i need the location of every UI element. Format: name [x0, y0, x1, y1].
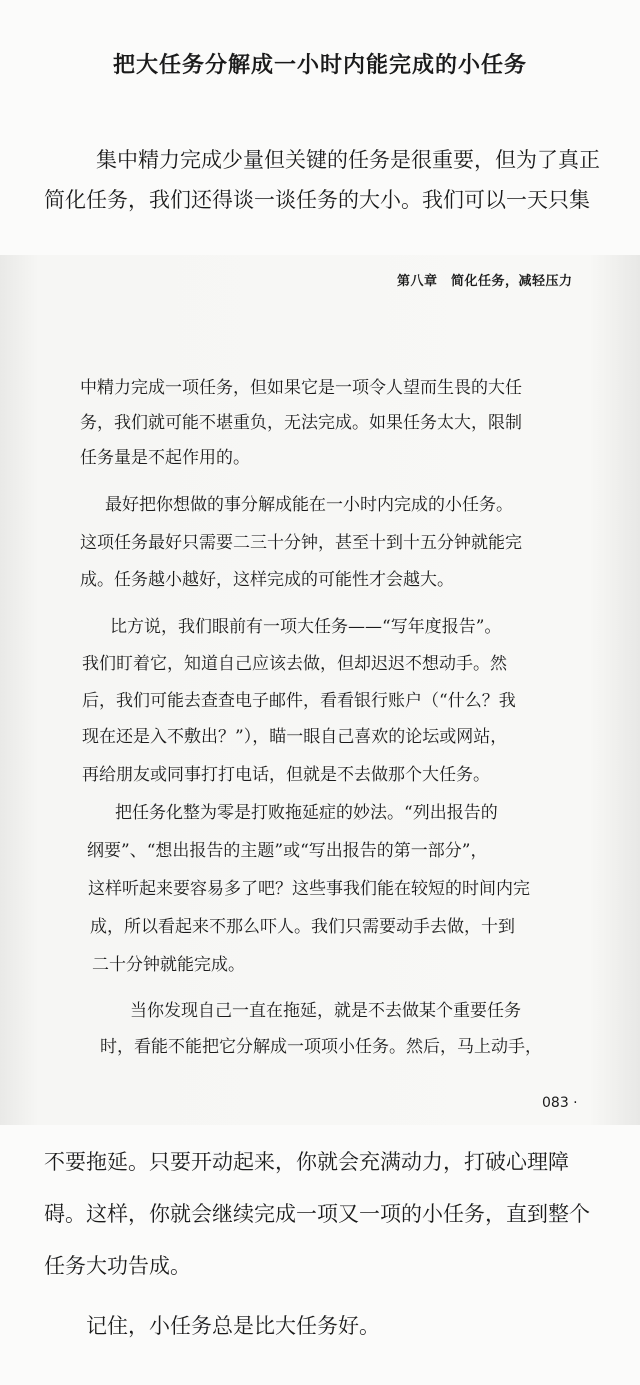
- running-head: 第八章 简化任务，减轻压力: [397, 274, 573, 289]
- body-line: 再给朋友或同事打打电话，但就是不去做那个大任务。: [82, 765, 490, 785]
- body-line: 当你发现自己一直在拖延，就是不去做某个重要任务: [130, 1001, 521, 1021]
- body-line: 这样听起来要容易多了吧？这些事我们能在较短的时间内完: [88, 879, 530, 899]
- top-paragraph-line-1: 集中精力完成少量但关键的任务是很重要，但为了真正: [96, 148, 600, 172]
- bottom-line: 任务大功告成。: [44, 1254, 191, 1278]
- top-page-section: [0, 0, 640, 255]
- body-line: 时，看能不能把它分解成一项项小任务。然后，马上动手，: [100, 1037, 542, 1057]
- page-number: 083 ·: [542, 1095, 578, 1111]
- body-line: 把任务化整为零是打败拖延症的妙法。“列出报告的: [115, 803, 498, 823]
- body-line: 成。任务越小越好，这样完成的可能性才会越大。: [80, 570, 454, 590]
- body-line: 后，我们可能去查查电子邮件，看看银行账户（“什么？我: [82, 691, 516, 711]
- body-line: 成，所以看起来不那么吓人。我们只需要动手去做，十到: [90, 917, 515, 937]
- top-paragraph-line-2: 简化任务，我们还得谈一谈任务的大小。我们可以一天只集: [44, 188, 590, 212]
- body-line: 现在还是入不敷出？”），瞄一眼自己喜欢的论坛或网站，: [82, 727, 508, 747]
- body-line: 纲要”、“想出报告的主题”或“写出报告的第一部分”，: [87, 841, 488, 861]
- bottom-line: 碍。这样，你就会继续完成一项又一项的小任务，直到整个: [44, 1202, 590, 1226]
- body-line: 最好把你想做的事分解成能在一小时内完成的小任务。: [105, 495, 513, 515]
- bottom-line: 记住，小任务总是比大任务好。: [86, 1314, 380, 1338]
- body-line: 比方说，我们眼前有一项大任务——“写年度报告”。: [110, 617, 502, 637]
- body-line: 中精力完成一项任务，但如果它是一项令人望而生畏的大任: [80, 378, 522, 398]
- body-line: 任务量是不起作用的。: [80, 448, 250, 468]
- bottom-line: 不要拖延。只要开动起来，你就会充满动力，打破心理障: [44, 1150, 569, 1174]
- chapter-section-title: 把大任务分解成一小时内能完成的小任务: [112, 53, 527, 78]
- body-line: 这项任务最好只需要二三十分钟，甚至十到十五分钟就能完: [80, 533, 522, 553]
- body-line: 务，我们就可能不堪重负，无法完成。如果任务太大，限制: [80, 413, 522, 433]
- body-line: 二十分钟就能完成。: [92, 955, 245, 975]
- body-line: 我们盯着它，知道自己应该去做，但却迟迟不想动手。然: [82, 654, 507, 674]
